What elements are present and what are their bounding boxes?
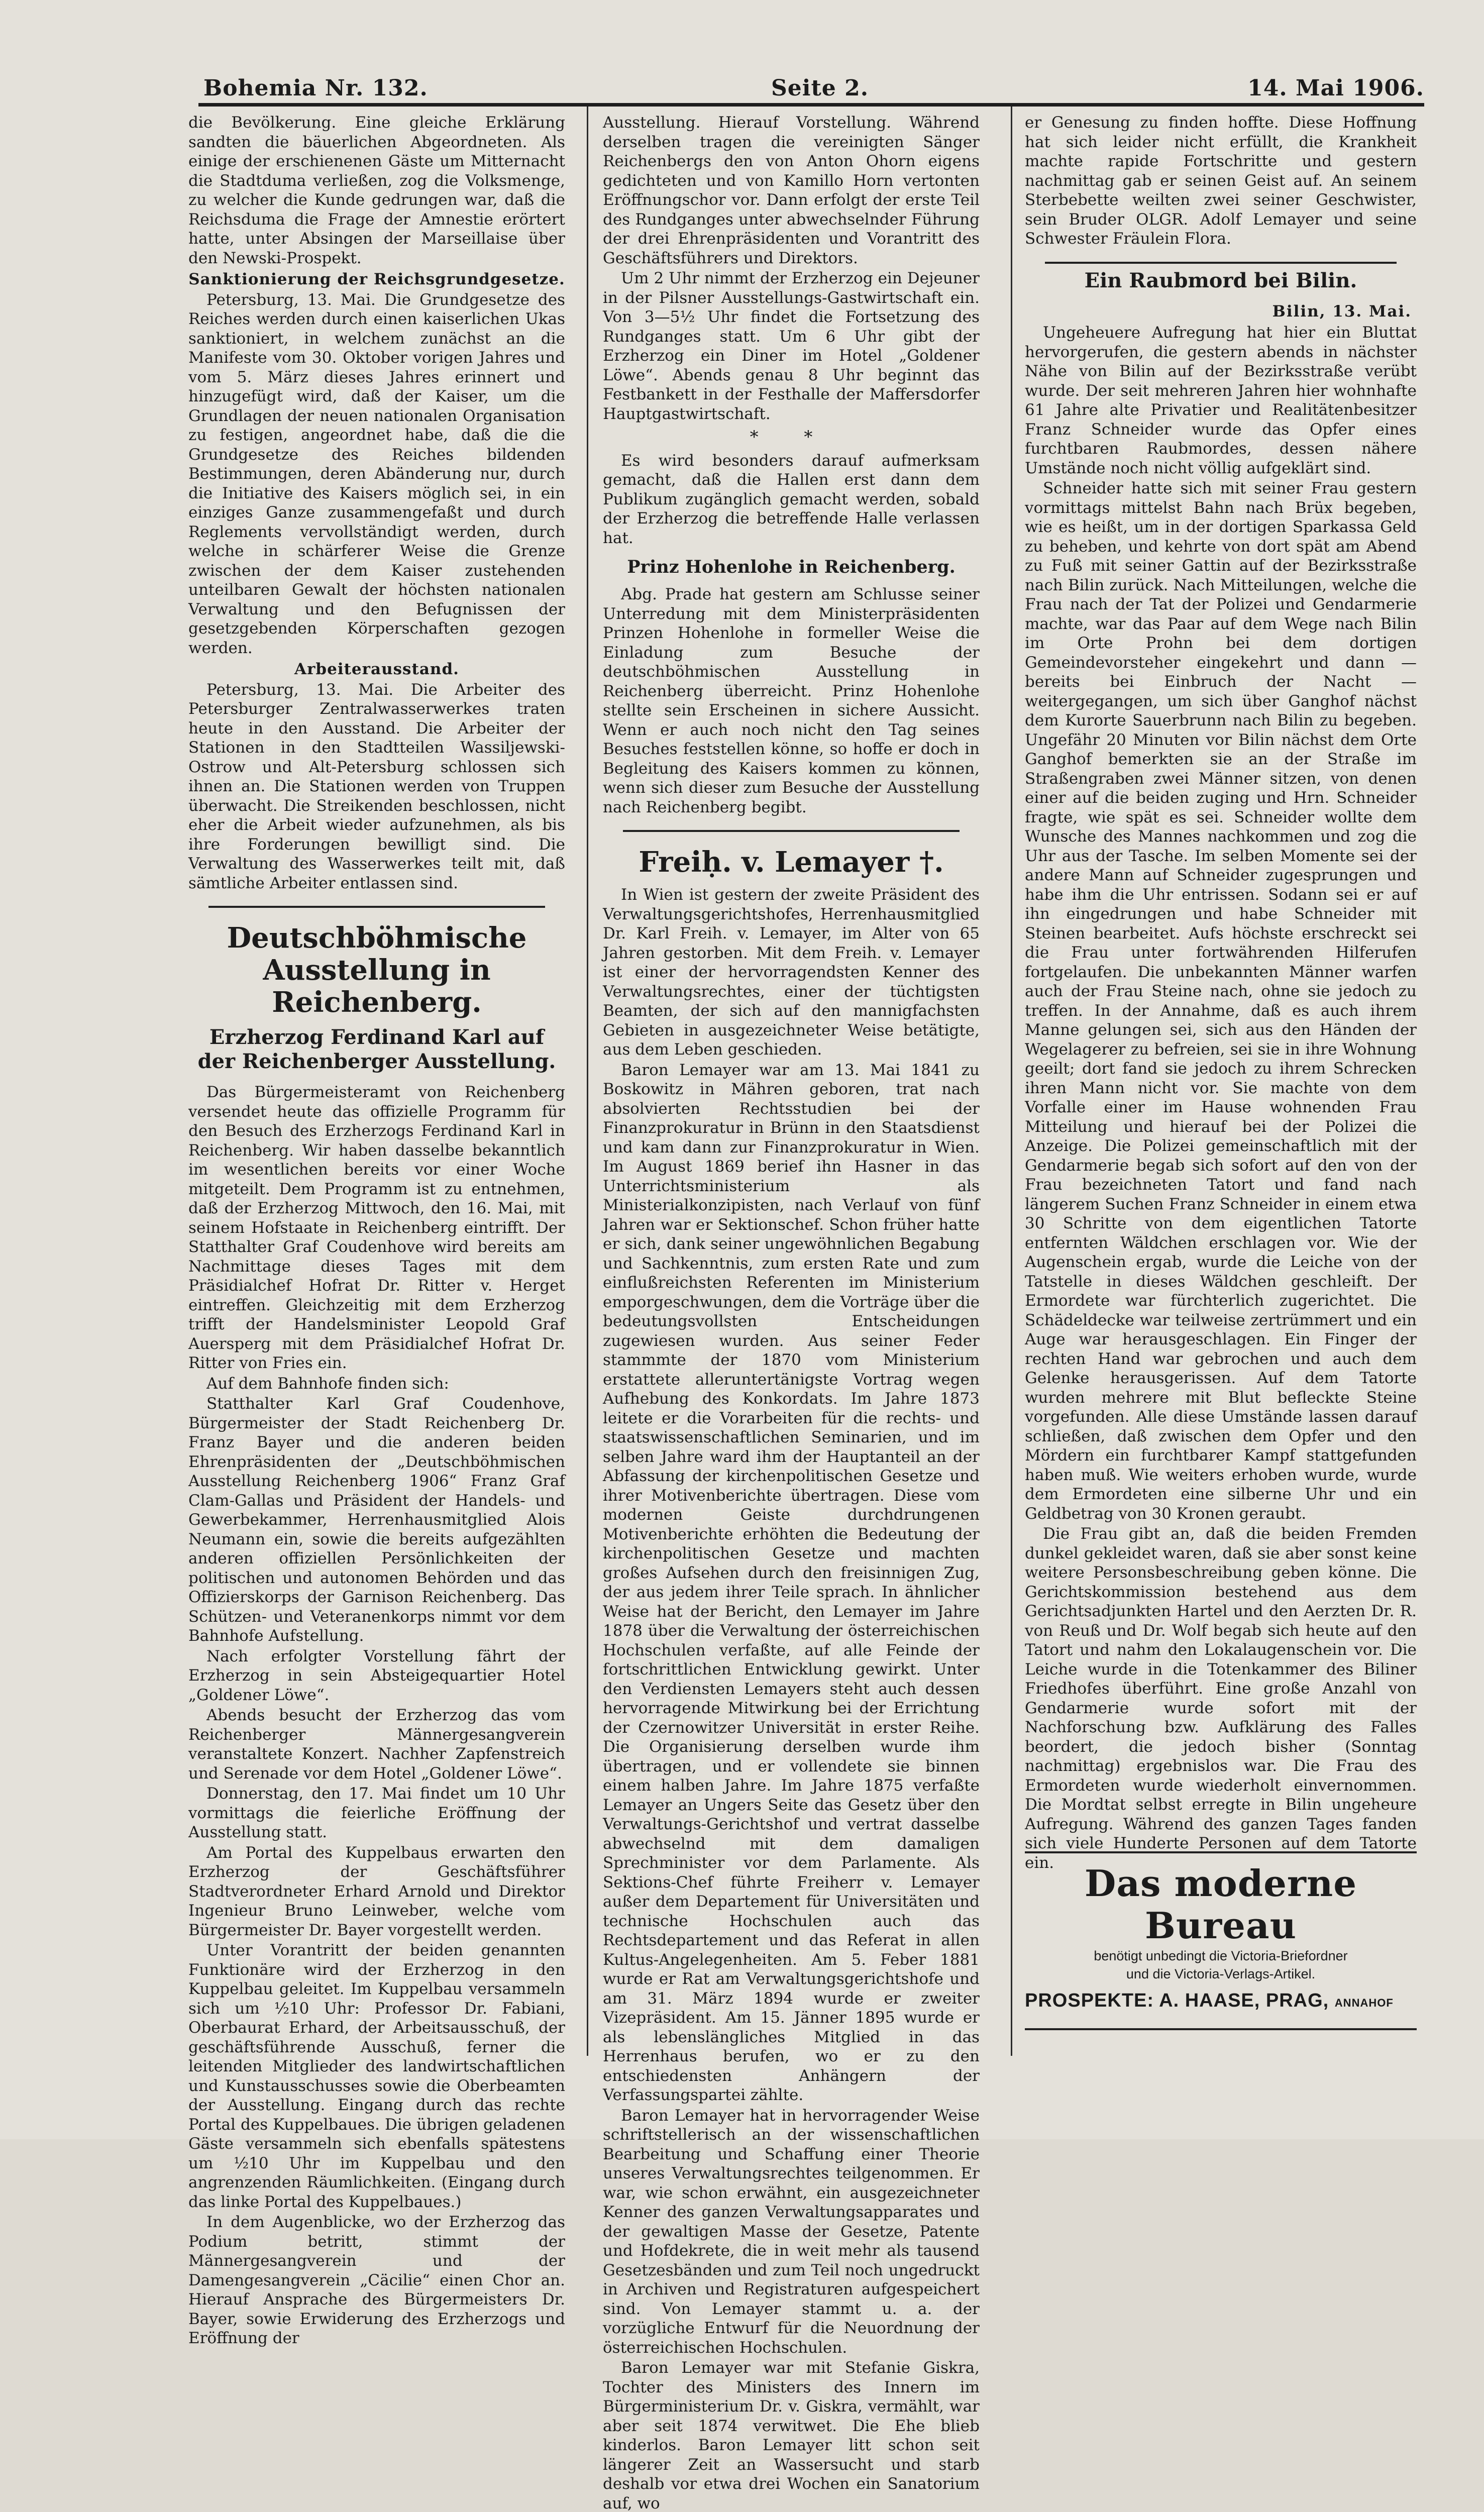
section-rule: [1045, 262, 1397, 264]
ad-annahof: ANNAHOF: [1334, 1997, 1394, 2009]
section-rule: [623, 830, 960, 832]
header-page-number: Seite 2.: [771, 75, 869, 101]
dateline: Bilin, 13. Mai.: [1272, 302, 1412, 321]
article-headline: Ein Raubmord bei Bilin.: [1084, 268, 1357, 292]
header-publication: Bohemia Nr. 132.: [203, 75, 428, 101]
header-date: 14. Mai 1906.: [1247, 75, 1424, 101]
paragraph: In Wien ist gestern der zweite Präsident des Verwaltungsgerichtshofes, Herrenhausmitglied Dr. Karl Freih. v. Lemayer, im Alter von 65 Jahren gestorben. Mit dem Freih. v. Lemayer ist einer der hervorragendsten Kenner des Verwaltungsrechtes, einer der tüchtigsten Beamten, der sich auf den mannigfachsten Gebieten in ausgezeichneter Weise betätigte, aus dem Leben geschieden.: [603, 886, 980, 1059]
paragraph: Unter Vorantritt der beiden genannten Funktionäre wird der Erzherzog in den Kuppelbau geleitet. Im Kuppelbau versammeln sich um ½10 Uhr: Professor Dr. Fabiani, Oberbaurat Erhard, der Arbeitsausschuß, der geschäftsführende Ausschuß, ferner die leitenden Mitglieder des landwirtschaftlichen und Kunstausschusses sowie die Oberbeamten der Ausstellung. Eingang durch das rechte Portal des Kuppelbaues. Die übrigen geladenen Gäste versammeln sich ebenfalls spätestens um ½10 Uhr im Kuppelbau und den angrenzenden Räumlichkeiten. (Eingang durch das linke Portal des Kuppelbaues.): [188, 1941, 565, 2211]
paragraph: Ungeheuere Aufregung hat hier ein Bluttat hervorgerufen, die gestern abends in nächster Nähe von Bilin auf der Bezirksstraße verübt wurde. Der seit mehreren Jahren hier wohnhafte 61 Jahre alte Privatier und Realitätenbesitzer Franz Schneider wurde das Opfer eines furchtbaren Raubmordes, dessen nähere Umstände noch nicht völlig aufgeklärt sind.: [1025, 324, 1417, 477]
advertisement: [1025, 1851, 1417, 2030]
paragraph: Petersburg, 13. Mai. Die Grundgesetze des Reiches werden durch einen kaiserlichen Ukas sanktioniert, in welchem zunächst an die Manifeste vom 30. Oktober vorigen Jahres und vom 5. März dieses Jahres erinnert und hinzugefügt wird, daß der Kaiser, um die Grundlagen der neuen nationalen Organisation zu festigen, angeordnet habe, daß die die Grundgesetze des Reiches bildenden Bestimmungen, deren Abänderung nur, durch die Initiative des Kaisers möglich sei, in ein einziges Ganze zusammengefaßt und durch Reglements vervollständigt werden, durch welche in schärferer Weise die Grenze zwischen der dem Kaiser zustehenden unteilbaren Gewalt der höchsten nationalen Verwaltung und den Befugnissen der gesetzgebenden Körperschaften gezogen werden.: [188, 290, 565, 657]
column-divider: [587, 107, 588, 2056]
article-subheadline: Erzherzog Ferdinand Karl auf der Reichenberger Ausstellung.: [197, 1025, 556, 1073]
article-headline: Freiḥ. v. Lemayer †.: [639, 846, 944, 879]
paragraph: die Bevölkerung. Eine gleiche Erklärung sandten die bäuerlichen Abgeordneten. Als einige der erschienenen Gäste um Mitternacht die Stadtduma verließen, zog die Volksmenge, zu welcher die Kunde gedrungen war, daß die Reichsduma die Frage der Amnestie erörtert hatte, unter Absingen der Marseillaise über den Newski-Prospekt.: [188, 114, 565, 267]
paragraph: Die Frau gibt an, daß die beiden Fremden dunkel gekleidet waren, daß sie aber sonst keine weitere Personsbeschreibung geben könne. Die Gerichtskommission bestehend aus dem Gerichtsadjunkten Hartel und den Aerzten Dr. R. von Reuß und Dr. Wolf begab sich heute auf den Tatort und nahm den Lokalaugenschein vor. Die Leiche wurde in die Totenkammer des Biliner Friedhofes überführt. Eine große Anzahl von Gendarmerie wurde sofort mit der Nachforschung bzw. Aufklärung des Falles beordert, die jedoch bisher (Sonntag nachmittag) ergebnislos war. Die Frau des Ermordeten wurde wiederholt einvernommen. Die Mordtat selbst erregte in Bilin ungeheure Aufregung. Während des ganzen Tages fanden sich viele Hunderte Personen auf dem Tatorte ein.: [1025, 1525, 1417, 1872]
ad-title: Das moderne Bureau: [1084, 1862, 1357, 1947]
ad-prospekte-text: PROSPEKTE: A. HAASE, PRAG,: [1025, 1990, 1329, 2011]
paragraph: Petersburg, 13. Mai. Die Arbeiter des Petersburger Zentralwasserwerkes traten heute in den Ausstand. Die Arbeiter der Stationen in den Stadtteilen Wassiljewski-Ostrow und Alt-Petersburg schlossen sich ihnen an. Die Stationen werden von Truppen überwacht. Die Streikenden beschlossen, nicht eher die Arbeit wieder aufzunehmen, als bis ihre Forderungen bewilligt sind. Die Verwaltung des Wasserwerkes teilt mit, daß sämtliche Arbeiter entlassen sind.: [188, 680, 565, 892]
paragraph: Abends besucht der Erzherzog das vom Reichenberger Männergesangverein veranstaltete Konzert. Nachher Zapfenstreich und Serenade vor dem Hotel „Goldener Löwe“.: [188, 1706, 565, 1783]
paragraph: Nach erfolgter Vorstellung fährt der Erzherzog in sein Absteigequartier Hotel „Goldener Löwe“.: [188, 1647, 565, 1704]
column-middle: [603, 113, 980, 2512]
paragraph: In dem Augenblicke, wo der Erzherzog das Podium betritt, stimmt der Männergesangverein und der Damengesangverein „Cäcilie“ einen Chor an. Hierauf Ansprache des Bürgermeisters Dr. Bayer, sowie Erwiderung des Erzherzogs und Eröffnung der: [188, 2213, 565, 2347]
section-rule: [208, 906, 545, 908]
column-divider: [1011, 107, 1012, 2056]
paragraph: Baron Lemayer war mit Stefanie Giskra, Tochter des Ministers des Innern im Bürgerministerium Dr. v. Giskra, vermählt, war aber seit 1874 verwitwet. Die Ehe blieb kinderlos. Baron Lemayer litt schon seit längerer Zeit an Wassersucht und starb deshalb vor etwa drei Wochen ein Sanatorium auf, wo: [603, 2359, 980, 2512]
paragraph: Baron Lemayer war am 13. Mai 1841 zu Boskowitz in Mähren geboren, trat nach absolvierten Rechtsstudien bei der Finanzprokuratur in Brünn in den Staatsdienst und kam dann zur Finanzprokuratur in Wien. Im August 1869 berief ihn Hasner in das Unterrichtsministerium als Ministerialkonzipisten, nach Verlauf von fünf Jahren war er Sektionschef. Schon früher hatte er sich, dank seiner ungewöhnlichen Begabung und Sachkenntnis, zum ersten Rate und zum einflußreichsten Referenten im Ministerium emporgeschwungen, dem die Vorträge über die bedeutungsvollsten Entscheidungen zugewiesen wurden. Aus seiner Feder stammmte der 1870 vom Ministerium erstattete alleruntertänigste Vortrag wegen Aufhebung des Konkordats. Im Jahre 1873 leitete er die Vorarbeiten für die rechts- und staatswissenschaftlichen Seminarien, und im selben Jahre ward ihm der Hauptanteil an der Abfassung der kirchenpolitischen Gesetze und ihrer Motivenberichte übertragen. Diese vom modernen Geiste durchdrungenen Motivenberichte erhöhten die Bedeutung der kirchenpolitischen Gesetze und machten großes Aufsehen durch den freisinnigen Zug, der aus jedem ihrer Teile sprach. In ähnlicher Weise hat der Bericht, den Lemayer im Jahre 1878 über die Verwaltung der österreichischen Hochschulen verfaßte, auf alle Feinde der fortschrittlichen Entwicklung gewirkt. Unter den Verdiensten Lemayers steht auch dessen hervorragende Mitwirkung bei der Errichtung der Czernowitzer Universität in erster Reihe. Die Organisierung derselben wurde ihm übertragen, und er vollendete sie binnen einem halben Jahre. Im Jahre 1875 verfaßte Lemayer an Ungers Seite das Gesetz über den Verwaltungs-Gerichtshof und vertrat dasselbe abwechselnd mit dem damaligen Sprechminister vor dem Parlamente. Als Sektions-Chef führte Freiherr v. Lemayer außer dem Departement für Universitäten und technische Hochschulen auch das Rechtsdepartement und das Referat in allen Kultus-Angelegenheiten. Am 5. Feber 1881 wurde er Rat am Verwaltungsgerichtshofe und am 31. März 1894 wurde er zweiter Vizepräsident. Am 15. Jänner 1895 wurde er als lebenslängliches Mitglied in das Herrenhaus berufen, wo er zu den entschiedensten Anhängern der Verfassungspartei zählte.: [603, 1061, 980, 2104]
section-subheading: Sanktionierung der Reichsgrundgesetze.: [188, 270, 565, 288]
section-subheading: Arbeiterausstand.: [294, 660, 459, 678]
ad-line: benötigt unbedingt die Victoria-Briefordner: [1094, 1948, 1348, 1963]
paragraph: Um 2 Uhr nimmt der Erzherzog ein Dejeuner in der Pilsner Ausstellungs-Gastwirtschaft ein. Von 3—5½ Uhr findet die Fortsetzung des Rundganges statt. Um 6 Uhr gibt der Erzherzog ein Diner im Hotel „Goldener Löwe“. Abends genau 8 Uhr beginnt das Festbankett in der Festhalle der Maffersdorfer Hauptgastwirtschaft.: [603, 269, 980, 423]
paragraph: Statthalter Karl Graf Coudenhove, Bürgermeister der Stadt Reichenberg Dr. Franz Bayer und die anderen beiden Ehrenpräsidenten der „Deutschböhmischen Ausstellung Reichenberg 1906“ Franz Graf Clam-Gallas und Präsident der Handels- und Gewerbekammer, Herrenhausmitglied Alois Neumann ein, sowie die bereits aufgezählten anderen offiziellen Persönlichkeiten der politischen und autonomen Behörden und das Offizierskorps der Garnison Reichenberg. Das Schützen- und Veteranenkorps nimmt vor dem Bahnhofe Aufstellung.: [188, 1395, 565, 1645]
paragraph: Ausstellung. Hierauf Vorstellung. Während derselben tragen die vereinigten Sänger Reichenbergs den von Anton Ohorn eigens gedichteten und von Kamillo Horn vertonten Eröffnungschor vor. Dann erfolgt der erste Teil des Rundganges unter abwechselnder Führung der drei Ehrenpräsidenten und Vorantritt des Geschäftsführers und Direktors.: [603, 114, 980, 267]
article-headline: Prinz Hohenlohe in Reichenberg.: [627, 557, 956, 577]
paragraph: Abg. Prade hat gestern am Schlusse seiner Unterredung mit dem Ministerpräsidenten Prinzen Hohenlohe in formeller Weise die Einladung zum Besuche der deutschböhmischen Ausstellung in Reichenberg überreicht. Prinz Hohenlohe stellte sein Erscheinen in sichere Aussicht. Wenn er auch noch nicht den Tag seines Besuches feststellen könne, so hoffe er doch in Begleitung des Kaisers kommen zu können, wenn sich dieser zum Besuche der Ausstellung nach Reichenberg begibt.: [603, 585, 980, 816]
column-left: [188, 113, 565, 2347]
section-separator-dots: * *: [750, 427, 833, 447]
header-rule: [198, 103, 1424, 107]
paragraph: er Genesung zu finden hoffte. Diese Hoffnung hat sich leider nicht erfüllt, die Krankheit machte rapide Fortschritte und gestern nachmittag gab er seinen Geist auf. An seinem Sterbebette weilten zwei seiner Geschwister, sein Bruder OLGR. Adolf Lemayer und seine Schwester Fräulein Flora.: [1025, 114, 1417, 248]
paragraph: Am Portal des Kuppelbaus erwarten den Erzherzog der Geschäftsführer Stadtverordneter Erhard Arnold und Direktor Ingenieur Bruno Leinweber, welche vom Bürgermeister Dr. Bayer vorgestellt werden.: [188, 1843, 565, 1939]
article-headline: Deutschböhmische Ausstellung in Reichenberg.: [227, 921, 527, 1019]
ad-line: und die Victoria-Verlags-Artikel.: [1126, 1966, 1316, 1981]
column-right: [1025, 113, 1417, 2052]
page-header: [198, 75, 1424, 113]
paragraph: Donnerstag, den 17. Mai findet um 10 Uhr vormittags die feierliche Eröffnung der Ausstellung statt.: [188, 1785, 565, 1841]
ad-prospekte: [1025, 1990, 1417, 2012]
paragraph: Auf dem Bahnhofe finden sich:: [206, 1374, 449, 1393]
paragraph: Es wird besonders darauf aufmerksam gemacht, daß die Hallen erst dann dem Publikum zugänglich gemacht werden, sobald der Erzherzog die betreffende Halle verlassen hat.: [603, 451, 980, 547]
paragraph: Das Bürgermeisteramt von Reichenberg versendet heute das offizielle Programm für den Besuch des Erzherzogs Ferdinand Karl in Reichenberg. Wir haben dasselbe bekanntlich im wesentlichen bereits vor einer Woche mitgeteilt. Dem Programm ist zu entnehmen, daß der Erzherzog Mittwoch, den 16. Mai, mit seinem Hofstaate in Reichenberg eintrifft. Der Statthalter Graf Coudenhove wird bereits am Nachmittage dieses Tages mit dem Präsidialchef Hofrat Dr. Ritter v. Herget eintreffen. Gleichzeitig mit dem Erzherzog trifft der Handelsminister Leopold Graf Auersperg mit dem Präsidialchef Hofrat Dr. Ritter von Fries ein.: [188, 1083, 565, 1372]
paragraph: Schneider hatte sich mit seiner Frau gestern vormittags mittelst Bahn nach Brüx begeben, wie es heißt, um in der dortigen Sparkassa Geld zu beheben, und kehrte von dort spät am Abend zu Fuß mit seiner Gattin auf der Bezirksstraße nach Bilin zurück. Nach Mitteilungen, welche die Frau nach der Tat der Polizei und Gendarmerie machte, war das Paar auf dem Wege nach Bilin im Orte Prohn bei dem dortigen Gemeindevorsteher eingekehrt und dann — bereits bei Einbruch der Nacht — weitergegangen, um sich über Ganghof nächst dem Kurorte Sauerbrunn nach Bilin zu begeben. Ungefähr 20 Minuten vor Bilin nächst dem Orte Ganghof bemerkten sie an der Straße im Straßengraben zwei Männer sitzen, von denen einer auf die beiden zuging und Hrn. Schneider fragte, wie spät es sei. Schneider wollte dem Wunsche des Mannes nachkommen und zog die Uhr aus der Tasche. Im selben Momente sei der andere Mann auf Schneider zugesprungen und habe ihm die Uhr entrissen. Sodann sei er auf ihn eingedrungen und habe Schneider mit Steinen bearbeitet. Aufs höchste erschreckt sei die Frau unter fortwährenden Hilferufen fortgelaufen. Die unbekannten Männer warfen auch der Frau Steine nach, ohne sie jedoch zu treffen. In der Annahme, daß es auch ihrem Manne gelungen sei, sich aus den Händen der Wegelagerer zu befreien, sei sie in ihre Wohnung geeilt; dort fand sie jedoch zu ihrem Schrecken ihren Mann nicht vor. Sie machte von dem Vorfalle einer im Hause wohnenden Frau Mitteilung und hierauf bei der Polizei die Anzeige. Die Polizei gemeinschaftlich mit der Gendarmerie begab sich sofort auf den von der Frau bezeichneten Tatort und fand nach längerem Suchen Franz Schneider in einem etwa 30 Schritte von dem eigentlichen Tatorte entfernten Wäldchen erschlagen vor. Wie der Augenschein ergab, wurde die Leiche von der Tatstelle in dieses Wäldchen geschleift. Der Ermordete war fürchterlich zugerichtet. Die Schädeldecke war teilweise zertrümmert und ein Auge war herausgeschlagen. Ein Finger der rechten Hand war gebrochen und auch dem Gelenke herausgerissen. Auf dem Tatorte wurden mehrere mit Blut befleckte Steine vorgefunden. Alle diese Umstände lassen darauf schließen, daß zwischen dem Opfer und den Mördern ein furchtbarer Kampf stattgefunden haben muß. Wie weiters erhoben wurde, wurde dem Ermordeten eine silberne Uhr und ein Geldbetrag von 30 Kronen geraubt.: [1025, 479, 1417, 1523]
paragraph: Baron Lemayer hat in hervorragender Weise schriftstellerisch an der wissenschaftlichen Bearbeitung und Schaffung einer Theorie unseres Verwaltungsrechtes teilgenommen. Er war, wie schon erwähnt, ein ausgezeichneter Kenner des ganzen Verwaltungsapparates und der gewaltigen Masse der Gesetze, Patente und Hofdekrete, die in weit mehr als tausend Gesetzesbänden und zum Teil noch ungedruckt in Archiven und Registraturen aufgespeichert sind. Von Lemayer stammt u. a. der vorzügliche Entwurf für die Neuordnung der österreichischen Hochschulen.: [603, 2106, 980, 2357]
